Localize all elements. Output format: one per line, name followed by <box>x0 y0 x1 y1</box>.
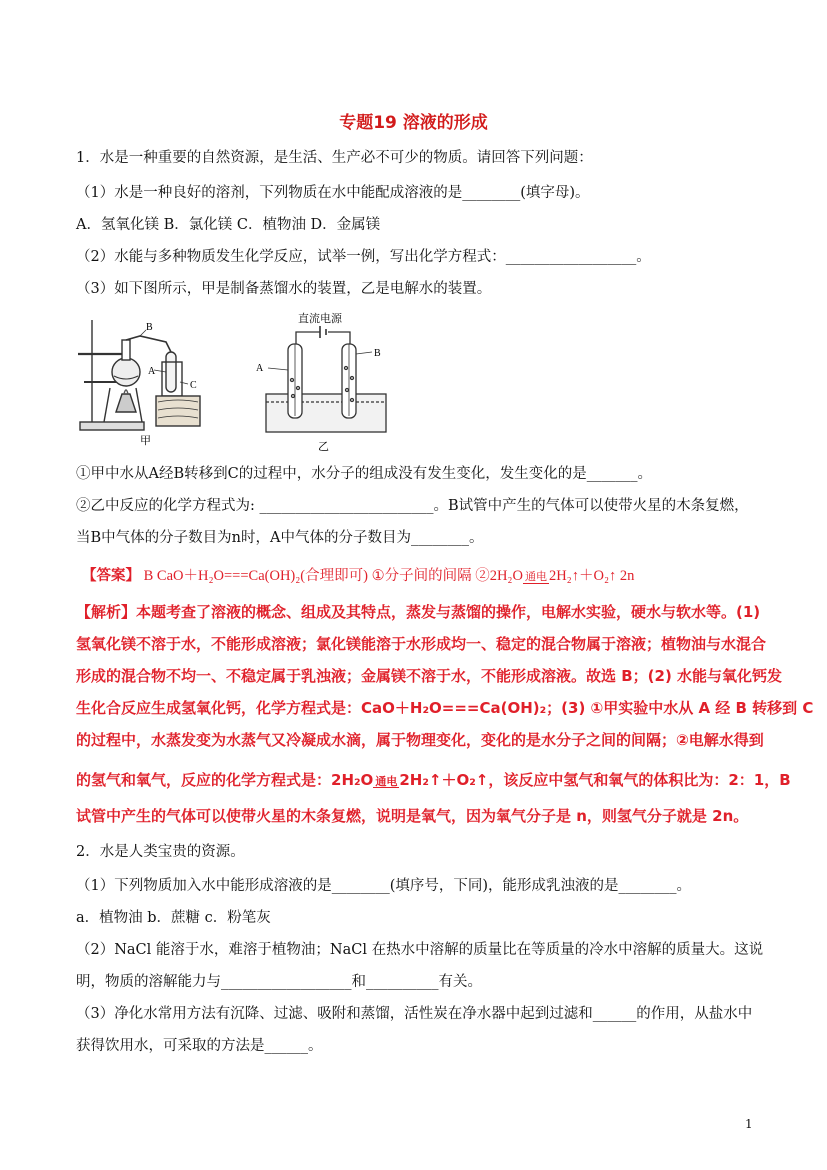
condition-electrify: 通电 <box>524 571 547 583</box>
analysis-line-2: 氢氧化镁不溶于水，不能形成溶液；氯化镁能溶于水形成均一、稳定的混合物属于溶液；植物油与水混合 <box>76 635 767 653</box>
condition-electrify-2: 通电 <box>375 775 398 788</box>
analysis-line-7: 试管中产生的气体可以使带火星的木条复燃，说明是氧气，因为氧气分子是 n，则氢气分子就是 2n。 <box>76 807 749 825</box>
q2-part3-a: （3）净化水常用方法有沉降、过滤、吸附和蒸馏，活性炭在净水器中起到过滤和______的作用，从盐水中 <box>76 1006 753 1022</box>
q1-part2: （2）水能与多种物质发生化学反应，试举一例，写出化学方程式：__________________。 <box>76 249 651 265</box>
q1-options: A．氢氧化镁 B．氯化镁 C．植物油 D．金属镁 <box>76 217 381 233</box>
distillation-apparatus-figure <box>74 312 234 452</box>
q2-intro: 2．水是人类宝贵的资源。 <box>76 844 245 860</box>
label-yi-B: B <box>374 348 381 359</box>
q2-options: a．植物油 b．蔗糖 c．粉笔灰 <box>76 910 271 926</box>
page-title: 专题19 溶液的形成 <box>339 113 488 133</box>
q2-part2-a: （2）NaCl 能溶于水，难溶于植物油；NaCl 在热水中溶解的质量比在等质量的冷水中溶解的质量大。这说 <box>76 942 764 958</box>
label-power-source: 直流电源 <box>298 312 342 325</box>
label-yi-A: A <box>256 363 264 374</box>
analysis-line-4: 生化合反应生成氢氧化钙，化学方程式是：CaO＋H₂O===Ca(OH)₂；(3) ①甲实验中水从 A 经 B 转移到 C <box>76 699 814 717</box>
answer-text-2: 2H₂↑＋O₂↑ 2n <box>548 568 635 584</box>
label-jia-A: A <box>148 366 156 377</box>
label-jia-B: B <box>146 322 153 333</box>
analysis-line-5: 的过程中，水蒸发变为水蒸气又冷凝成水滴，属于物理变化，变化的是水分子之间的间隔；②电解水得到 <box>76 731 764 749</box>
answer-row <box>82 566 634 586</box>
q1-sub2: ②乙中反应的化学方程式为: ________________________。B试管中产生的气体可以使带火星的木条复燃， <box>76 498 749 514</box>
answer-label: 【答案】 <box>82 568 140 584</box>
page-number: 1 <box>745 1117 753 1131</box>
caption-jia: 甲 <box>140 434 151 447</box>
q1-sub1: ①甲中水从A经B转移到C的过程中，水分子的组成没有发生变化，发生变化的是_______。 <box>76 466 652 482</box>
caption-yi: 乙 <box>318 440 329 453</box>
q1-sub3: 当B中气体的分子数目为n时，A中气体的分子数目为________。 <box>76 530 484 546</box>
q1-part1: （1）水是一种良好的溶剂，下列物质在水中能配成溶液的是________(填字母)。 <box>76 185 590 201</box>
q2-part3-b: 获得饮用水，可采取的方法是______。 <box>76 1038 323 1054</box>
q1-intro: 1．水是一种重要的自然资源，是生活、生产必不可少的物质。请回答下列问题： <box>76 150 593 166</box>
analysis-line-3: 形成的混合物不均一、不稳定属于乳浊液；金属镁不溶于水，不能形成溶液。故选 B；(2) 水能与氧化钙发 <box>76 667 783 685</box>
answer-text-1: B CaO＋H₂O===Ca(OH)₂(合理即可) ①分子间的间隔 ②2H₂O <box>143 568 523 584</box>
q2-part1: （1）下列物质加入水中能形成溶液的是________(填序号，下同)，能形成乳浊液的是________。 <box>76 878 692 894</box>
label-jia-C: C <box>190 380 197 391</box>
electrolysis-apparatus-figure <box>254 308 404 458</box>
analysis-line-6: 的氢气和氧气，反应的化学方程式是：2H₂O 通电 2H₂↑＋O₂↑，该反应中氢气和氧气的体积比为：2：1，B <box>76 771 791 789</box>
q1-part3: （3）如下图所示，甲是制备蒸馏水的装置，乙是电解水的装置。 <box>76 281 492 297</box>
q2-part2-b: 明，物质的溶解能力与__________________和__________有关。 <box>76 974 482 990</box>
analysis-line-1: 【解析】本题考查了溶液的概念、组成及其特点，蒸发与蒸馏的操作，电解水实验，硬水与软水等。(1) <box>76 603 761 621</box>
